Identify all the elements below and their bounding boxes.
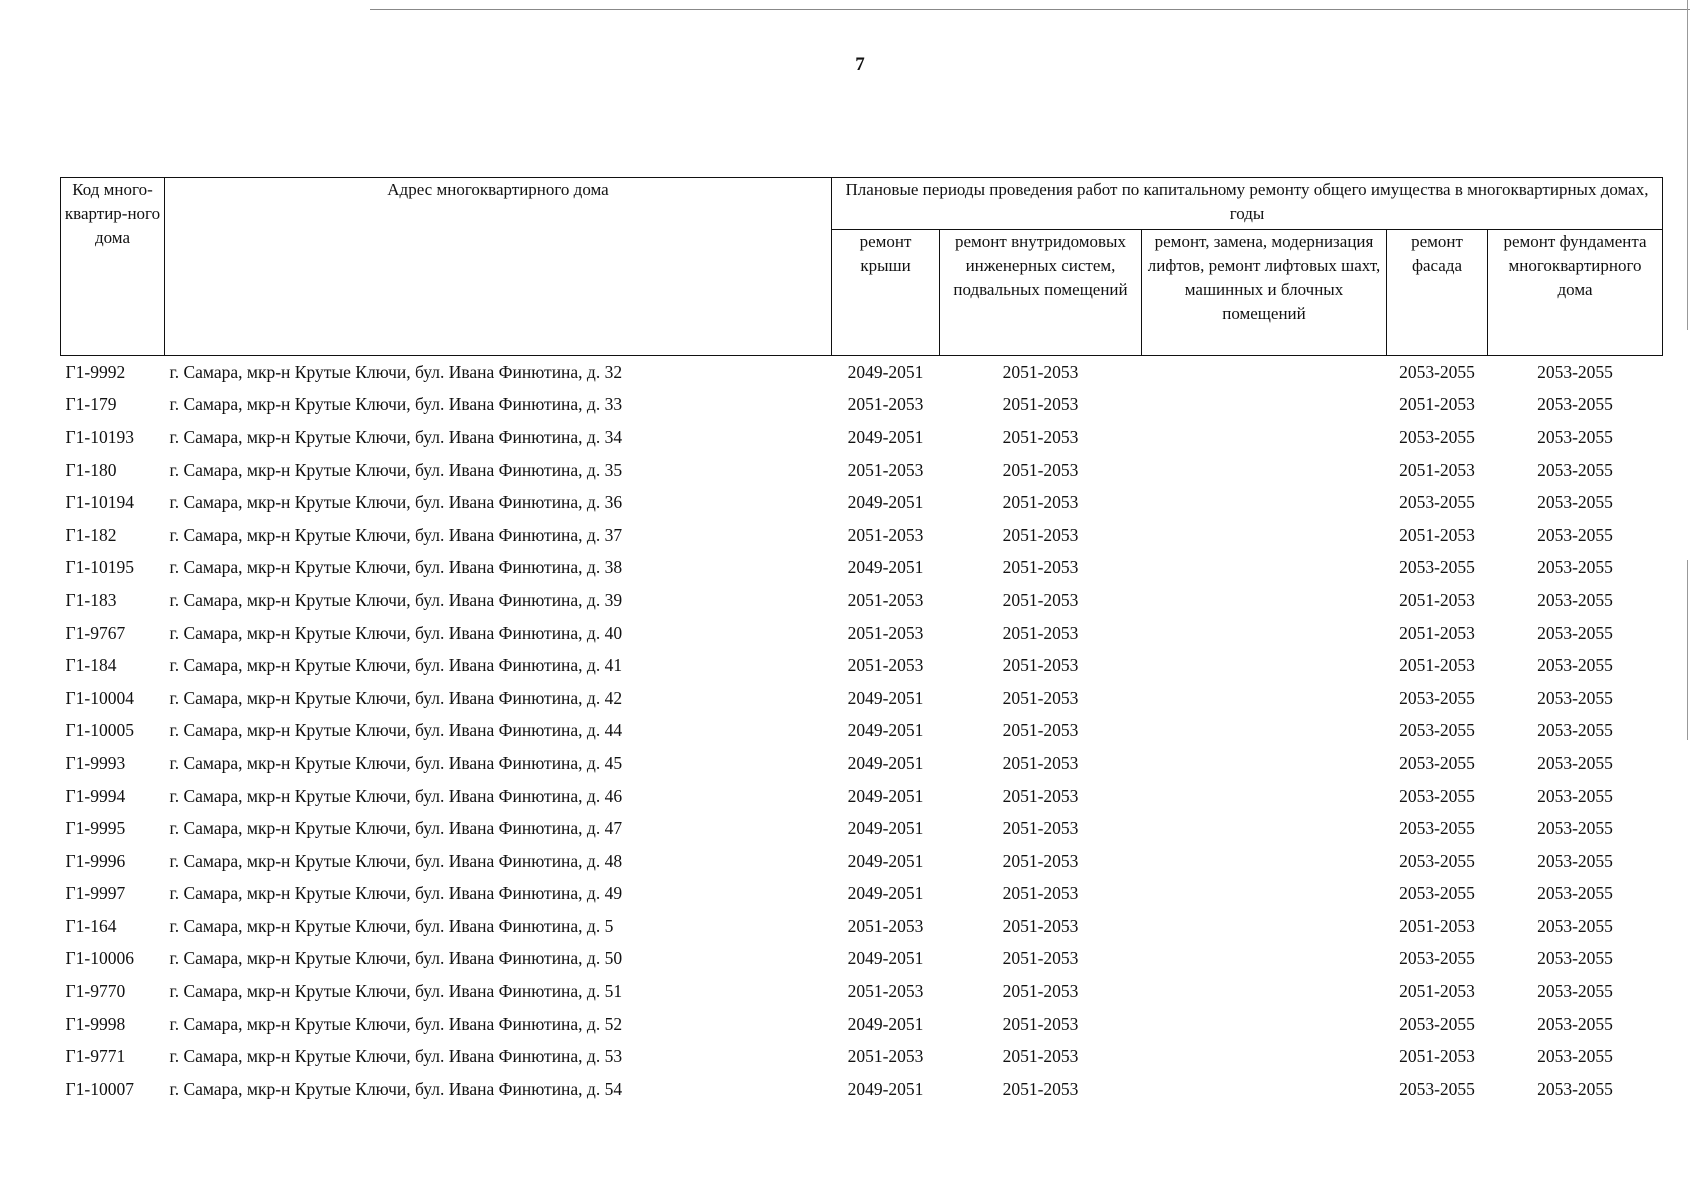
- row-address-cell: г. Самара, мкр-н Крутые Ключи, бул. Ивана Финютина, д. 48: [169, 850, 623, 871]
- row-facade-cell: 2053-2055: [1399, 557, 1475, 578]
- row-code-cell: Г1-183: [65, 589, 117, 610]
- row-elevators-cell: [1142, 1008, 1387, 1041]
- row-address-cell: г. Самара, мкр-н Крутые Ключи, бул. Ивана Финютина, д. 37: [169, 524, 623, 545]
- row-foundation-cell: 2053-2055: [1537, 785, 1613, 806]
- row-address-cell: г. Самара, мкр-н Крутые Ключи, бул. Ивана Финютина, д. 32: [169, 361, 623, 382]
- row-systems-cell: 2051-2053: [1002, 589, 1079, 610]
- page-number: 7: [855, 54, 865, 75]
- header-code: Код много-квартир-ного дома: [61, 178, 165, 356]
- row-systems-cell: 2051-2053: [1002, 981, 1079, 1002]
- table-row: [61, 910, 1663, 943]
- row-code-cell: Г1-9997: [65, 883, 126, 904]
- row-address-cell: г. Самара, мкр-н Крутые Ключи, бул. Ивана Финютина, д. 33: [169, 394, 623, 415]
- row-facade-cell: 2053-2055: [1399, 948, 1475, 969]
- row-elevators-cell: [1142, 552, 1387, 585]
- header-foundation-repair: ремонт фундамента многоквартирного дома: [1488, 230, 1663, 356]
- row-foundation-cell: 2053-2055: [1537, 655, 1613, 676]
- row-roof-cell: 2049-2051: [847, 1013, 924, 1034]
- table-row: [61, 878, 1663, 911]
- row-systems-cell: 2051-2053: [1002, 1078, 1079, 1099]
- row-elevators-cell: [1142, 682, 1387, 715]
- row-code-cell: Г1-9993: [65, 752, 126, 773]
- row-code-cell: Г1-184: [65, 655, 117, 676]
- table-row: [61, 552, 1663, 585]
- row-code-cell: Г1-10194: [65, 492, 134, 513]
- row-facade-cell: 2053-2055: [1399, 752, 1475, 773]
- row-code-cell: Г1-179: [65, 394, 117, 415]
- row-facade-cell: 2053-2055: [1399, 687, 1475, 708]
- row-systems-cell: 2051-2053: [1002, 752, 1079, 773]
- row-systems-cell: 2051-2053: [1002, 394, 1079, 415]
- row-elevators-cell: [1142, 715, 1387, 748]
- row-facade-cell: 2051-2053: [1399, 915, 1475, 936]
- row-foundation-cell: 2053-2055: [1537, 818, 1613, 839]
- row-facade-cell: 2053-2055: [1399, 785, 1475, 806]
- table-row: [61, 356, 1663, 389]
- header-facade-repair: ремонт фасада: [1387, 230, 1488, 356]
- row-facade-cell: 2051-2053: [1399, 589, 1475, 610]
- row-elevators-cell: [1142, 845, 1387, 878]
- row-elevators-cell: [1142, 1040, 1387, 1073]
- table-row: [61, 812, 1663, 845]
- row-code-cell: Г1-9998: [65, 1013, 126, 1034]
- row-code-cell: Г1-9771: [65, 1046, 126, 1067]
- row-elevators-cell: [1142, 649, 1387, 682]
- table-row: [61, 486, 1663, 519]
- row-systems-cell: 2051-2053: [1002, 1013, 1079, 1034]
- row-roof-cell: 2051-2053: [847, 459, 924, 480]
- row-roof-cell: 2051-2053: [847, 655, 924, 676]
- table-row: [61, 454, 1663, 487]
- row-roof-cell: 2051-2053: [847, 1046, 924, 1067]
- row-elevators-cell: [1142, 780, 1387, 813]
- row-systems-cell: 2051-2053: [1002, 785, 1079, 806]
- row-address-cell: г. Самара, мкр-н Крутые Ключи, бул. Ивана Финютина, д. 54: [169, 1078, 623, 1099]
- row-elevators-cell: [1142, 584, 1387, 617]
- row-elevators-cell: [1142, 747, 1387, 780]
- row-code-cell: Г1-10006: [65, 948, 134, 969]
- row-elevators-cell: [1142, 1073, 1387, 1106]
- row-foundation-cell: 2053-2055: [1537, 361, 1613, 382]
- row-foundation-cell: 2053-2055: [1537, 948, 1613, 969]
- row-foundation-cell: 2053-2055: [1537, 524, 1613, 545]
- row-foundation-cell: 2053-2055: [1537, 426, 1613, 447]
- row-foundation-cell: 2053-2055: [1537, 1078, 1613, 1099]
- scan-right-edge-mark: [1687, 0, 1688, 330]
- row-roof-cell: 2049-2051: [847, 557, 924, 578]
- row-code-cell: Г1-9996: [65, 850, 126, 871]
- table-body: [61, 356, 1663, 1106]
- scan-top-rule: [370, 9, 1690, 10]
- row-roof-cell: 2049-2051: [847, 426, 924, 447]
- header-planned-periods: Плановые периоды проведения работ по капитальному ремонту общего имущества в многоквартирных домах, годы: [832, 178, 1663, 230]
- table-row: [61, 715, 1663, 748]
- row-address-cell: г. Самара, мкр-н Крутые Ключи, бул. Ивана Финютина, д. 53: [169, 1046, 623, 1067]
- row-foundation-cell: 2053-2055: [1537, 459, 1613, 480]
- row-roof-cell: 2049-2051: [847, 687, 924, 708]
- row-facade-cell: 2051-2053: [1399, 459, 1475, 480]
- row-facade-cell: 2051-2053: [1399, 655, 1475, 676]
- row-address-cell: г. Самара, мкр-н Крутые Ключи, бул. Ивана Финютина, д. 5: [169, 915, 614, 936]
- row-facade-cell: 2053-2055: [1399, 426, 1475, 447]
- row-foundation-cell: 2053-2055: [1537, 589, 1613, 610]
- row-roof-cell: 2049-2051: [847, 720, 924, 741]
- table-row: [61, 519, 1663, 552]
- row-elevators-cell: [1142, 486, 1387, 519]
- row-address-cell: г. Самара, мкр-н Крутые Ключи, бул. Ивана Финютина, д. 50: [169, 948, 623, 969]
- row-address-cell: г. Самара, мкр-н Крутые Ключи, бул. Ивана Финютина, д. 34: [169, 426, 623, 447]
- row-facade-cell: 2051-2053: [1399, 524, 1475, 545]
- row-code-cell: Г1-10007: [65, 1078, 134, 1099]
- row-systems-cell: 2051-2053: [1002, 459, 1079, 480]
- row-roof-cell: 2049-2051: [847, 883, 924, 904]
- row-address-cell: г. Самара, мкр-н Крутые Ключи, бул. Ивана Финютина, д. 52: [169, 1013, 623, 1034]
- row-systems-cell: 2051-2053: [1002, 915, 1079, 936]
- row-systems-cell: 2051-2053: [1002, 492, 1079, 513]
- table-row: [61, 780, 1663, 813]
- table-row: [61, 1040, 1663, 1073]
- row-roof-cell: 2049-2051: [847, 948, 924, 969]
- row-foundation-cell: 2053-2055: [1537, 492, 1613, 513]
- table-row: [61, 682, 1663, 715]
- table-row: [61, 617, 1663, 650]
- row-roof-cell: 2051-2053: [847, 622, 924, 643]
- row-roof-cell: 2049-2051: [847, 752, 924, 773]
- row-roof-cell: 2049-2051: [847, 1078, 924, 1099]
- row-code-cell: Г1-9992: [65, 361, 126, 382]
- row-elevators-cell: [1142, 389, 1387, 422]
- row-address-cell: г. Самара, мкр-н Крутые Ключи, бул. Ивана Финютина, д. 39: [169, 589, 623, 610]
- row-systems-cell: 2051-2053: [1002, 883, 1079, 904]
- row-elevators-cell: [1142, 421, 1387, 454]
- row-systems-cell: 2051-2053: [1002, 1046, 1079, 1067]
- row-code-cell: Г1-9767: [65, 622, 126, 643]
- row-elevators-cell: [1142, 910, 1387, 943]
- row-elevators-cell: [1142, 454, 1387, 487]
- table-row: [61, 389, 1663, 422]
- row-systems-cell: 2051-2053: [1002, 720, 1079, 741]
- row-code-cell: Г1-10195: [65, 557, 134, 578]
- row-elevators-cell: [1142, 519, 1387, 552]
- row-foundation-cell: 2053-2055: [1537, 687, 1613, 708]
- row-roof-cell: 2049-2051: [847, 361, 924, 382]
- row-facade-cell: 2051-2053: [1399, 981, 1475, 1002]
- row-roof-cell: 2051-2053: [847, 915, 924, 936]
- row-roof-cell: 2051-2053: [847, 524, 924, 545]
- row-facade-cell: 2053-2055: [1399, 361, 1475, 382]
- row-systems-cell: 2051-2053: [1002, 426, 1079, 447]
- table-row: [61, 845, 1663, 878]
- row-code-cell: Г1-9995: [65, 818, 126, 839]
- row-facade-cell: 2051-2053: [1399, 622, 1475, 643]
- row-foundation-cell: 2053-2055: [1537, 720, 1613, 741]
- row-code-cell: Г1-9770: [65, 981, 126, 1002]
- table-row: [61, 421, 1663, 454]
- row-address-cell: г. Самара, мкр-н Крутые Ключи, бул. Ивана Финютина, д. 49: [169, 883, 623, 904]
- header-roof-repair: ремонт крыши: [832, 230, 940, 356]
- table-row: [61, 584, 1663, 617]
- row-address-cell: г. Самара, мкр-н Крутые Ключи, бул. Ивана Финютина, д. 36: [169, 492, 623, 513]
- row-foundation-cell: 2053-2055: [1537, 1046, 1613, 1067]
- row-systems-cell: 2051-2053: [1002, 687, 1079, 708]
- row-facade-cell: 2051-2053: [1399, 1046, 1475, 1067]
- table-header: [61, 178, 1663, 356]
- row-code-cell: Г1-9994: [65, 785, 126, 806]
- row-address-cell: г. Самара, мкр-н Крутые Ключи, бул. Ивана Финютина, д. 41: [169, 655, 623, 676]
- row-elevators-cell: [1142, 943, 1387, 976]
- row-address-cell: г. Самара, мкр-н Крутые Ключи, бул. Ивана Финютина, д. 40: [169, 622, 623, 643]
- row-code-cell: Г1-164: [65, 915, 117, 936]
- row-address-cell: г. Самара, мкр-н Крутые Ключи, бул. Ивана Финютина, д. 45: [169, 752, 623, 773]
- row-foundation-cell: 2053-2055: [1537, 883, 1613, 904]
- table-row: [61, 1008, 1663, 1041]
- row-roof-cell: 2049-2051: [847, 818, 924, 839]
- row-roof-cell: 2049-2051: [847, 850, 924, 871]
- table-row: [61, 943, 1663, 976]
- row-code-cell: Г1-10005: [65, 720, 134, 741]
- row-foundation-cell: 2053-2055: [1537, 1013, 1613, 1034]
- row-foundation-cell: 2053-2055: [1537, 394, 1613, 415]
- row-systems-cell: 2051-2053: [1002, 655, 1079, 676]
- row-code-cell: Г1-182: [65, 524, 117, 545]
- row-systems-cell: 2051-2053: [1002, 524, 1079, 545]
- row-systems-cell: 2051-2053: [1002, 622, 1079, 643]
- row-roof-cell: 2051-2053: [847, 981, 924, 1002]
- row-foundation-cell: 2053-2055: [1537, 622, 1613, 643]
- row-facade-cell: 2053-2055: [1399, 818, 1475, 839]
- header-elevator-repair: ремонт, замена, модернизация лифтов, ремонт лифтовых шахт, машинных и блочных помещений: [1142, 230, 1387, 356]
- row-code-cell: Г1-10004: [65, 687, 134, 708]
- row-systems-cell: 2051-2053: [1002, 361, 1079, 382]
- row-foundation-cell: 2053-2055: [1537, 915, 1613, 936]
- row-code-cell: Г1-180: [65, 459, 117, 480]
- row-roof-cell: 2049-2051: [847, 785, 924, 806]
- repair-schedule-table: [60, 177, 1663, 1106]
- row-facade-cell: 2053-2055: [1399, 1078, 1475, 1099]
- row-facade-cell: 2053-2055: [1399, 492, 1475, 513]
- row-address-cell: г. Самара, мкр-н Крутые Ключи, бул. Ивана Финютина, д. 44: [169, 720, 623, 741]
- row-systems-cell: 2051-2053: [1002, 557, 1079, 578]
- row-roof-cell: 2049-2051: [847, 492, 924, 513]
- table-row: [61, 649, 1663, 682]
- header-address: Адрес многоквартирного дома: [165, 178, 832, 356]
- row-address-cell: г. Самара, мкр-н Крутые Ключи, бул. Ивана Финютина, д. 46: [169, 785, 623, 806]
- row-systems-cell: 2051-2053: [1002, 850, 1079, 871]
- row-facade-cell: 2053-2055: [1399, 1013, 1475, 1034]
- row-systems-cell: 2051-2053: [1002, 818, 1079, 839]
- row-address-cell: г. Самара, мкр-н Крутые Ключи, бул. Ивана Финютина, д. 51: [169, 981, 623, 1002]
- row-elevators-cell: [1142, 617, 1387, 650]
- row-facade-cell: 2053-2055: [1399, 850, 1475, 871]
- table-row: [61, 975, 1663, 1008]
- row-elevators-cell: [1142, 356, 1387, 389]
- row-elevators-cell: [1142, 975, 1387, 1008]
- row-address-cell: г. Самара, мкр-н Крутые Ключи, бул. Ивана Финютина, д. 38: [169, 557, 623, 578]
- row-elevators-cell: [1142, 878, 1387, 911]
- row-foundation-cell: 2053-2055: [1537, 557, 1613, 578]
- row-foundation-cell: 2053-2055: [1537, 981, 1613, 1002]
- row-roof-cell: 2051-2053: [847, 394, 924, 415]
- header-systems-repair: ремонт внутридомовых инженерных систем, подвальных помещений: [940, 230, 1142, 356]
- row-foundation-cell: 2053-2055: [1537, 752, 1613, 773]
- row-address-cell: г. Самара, мкр-н Крутые Ключи, бул. Ивана Финютина, д. 47: [169, 818, 623, 839]
- table-row: [61, 1073, 1663, 1106]
- row-facade-cell: 2053-2055: [1399, 883, 1475, 904]
- row-address-cell: г. Самара, мкр-н Крутые Ключи, бул. Ивана Финютина, д. 42: [169, 687, 623, 708]
- row-elevators-cell: [1142, 812, 1387, 845]
- scan-right-edge-mark: [1687, 560, 1688, 740]
- row-foundation-cell: 2053-2055: [1537, 850, 1613, 871]
- row-facade-cell: 2053-2055: [1399, 720, 1475, 741]
- table-row: [61, 747, 1663, 780]
- row-code-cell: Г1-10193: [65, 426, 134, 447]
- row-roof-cell: 2051-2053: [847, 589, 924, 610]
- row-systems-cell: 2051-2053: [1002, 948, 1079, 969]
- row-facade-cell: 2051-2053: [1399, 394, 1475, 415]
- row-address-cell: г. Самара, мкр-н Крутые Ключи, бул. Ивана Финютина, д. 35: [169, 459, 623, 480]
